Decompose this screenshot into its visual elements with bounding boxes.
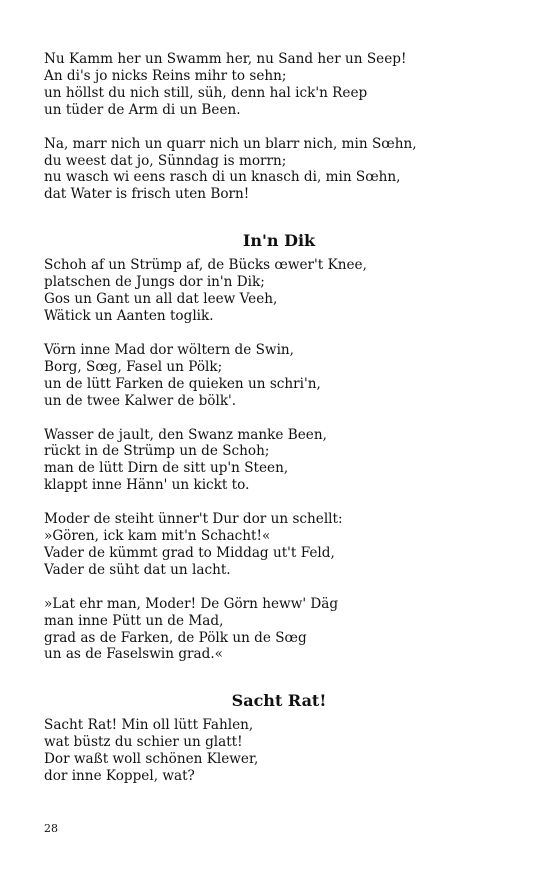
verse-line: Vader de süht dat un lacht. [44,561,231,578]
verse-line: dor inne Koppel, wat? [44,768,195,785]
verse-line: Schoh af un Strümp af, de Bücks œwer't Knee, [44,257,367,274]
verse-line: un höllst du nich still, süh, denn hal ick'n Reep [44,84,368,101]
verse-line: Sacht Rat! Min oll lütt Fahlen, [44,717,254,734]
stanza [44,342,514,410]
poem-section [44,231,514,663]
verse-line: Wätick un Aanten toglik. [44,307,214,324]
verse-line: klappt inne Hänn' un kickt to. [44,477,250,494]
verse-line: un de twee Kalwer de bölk'. [44,392,237,409]
page-number: 28 [44,822,58,835]
poem-title: In'n Dik [242,231,316,251]
verse-line: Vörn inne Mad dor wöltern de Swin, [44,341,294,358]
stanza [44,51,514,119]
verse-line: Gos un Gant un all dat leew Veeh, [44,291,278,308]
verse-line: du weest dat jo, Sünndag is morrn; [44,152,287,169]
verse-line: Wasser de jault, den Swanz manke Been, [44,426,327,443]
poem-section [44,691,514,785]
verse-line: Dor waßt woll schönen Klewer, [44,751,259,768]
verse-line: un as de Faselswin grad.« [44,646,223,663]
verse-line: man inne Pütt un de Mad, [44,612,224,629]
poem-title: Sacht Rat! [231,691,327,711]
verse-line: Nu Kamm her un Swamm her, nu Sand her un Seep! [44,51,407,67]
poem-text-body [44,51,514,802]
verse-line: Vader de kümmt grad to Middag ut't Feld, [44,544,335,561]
verse-line: platschen de Jungs dor in'n Dik; [44,274,265,291]
stanza [44,257,514,325]
stanza [44,717,514,785]
verse-line: wat büstz du schier un glatt! [44,734,243,751]
verse-line: dat Water is frisch uten Born! [44,186,250,203]
verse-line: un de lütt Farken de quieken un schri'n, [44,375,321,392]
stanza [44,511,514,579]
stanza [44,427,514,495]
verse-line: An di's jo nicks Reins mihr to sehn; [44,67,287,84]
verse-line: Na, marr nich un quarr nich un blarr nich, min Sœhn, [44,135,417,152]
verse-line: grad as de Farken, de Pölk un de Sœg [44,629,307,646]
poem-section [44,51,514,203]
verse-line: Moder de steiht ünner't Dur dor un schellt: [44,511,343,528]
verse-line: man de lütt Dirn de sitt up'n Steen, [44,460,289,477]
stanza [44,136,514,204]
verse-line: nu wasch wi eens rasch di un knasch di, min Sœhn, [44,169,401,186]
verse-line: »Lat ehr man, Moder! De Görn heww' Däg [44,595,339,612]
verse-line: un tüder de Arm di un Been. [44,101,241,118]
stanza [44,596,514,664]
verse-line: rückt in de Strümp un de Schoh; [44,443,270,460]
verse-line: Borg, Sœg, Fasel un Pölk; [44,358,223,375]
verse-line: »Gören, ick kam mit'n Schacht!« [44,528,271,545]
